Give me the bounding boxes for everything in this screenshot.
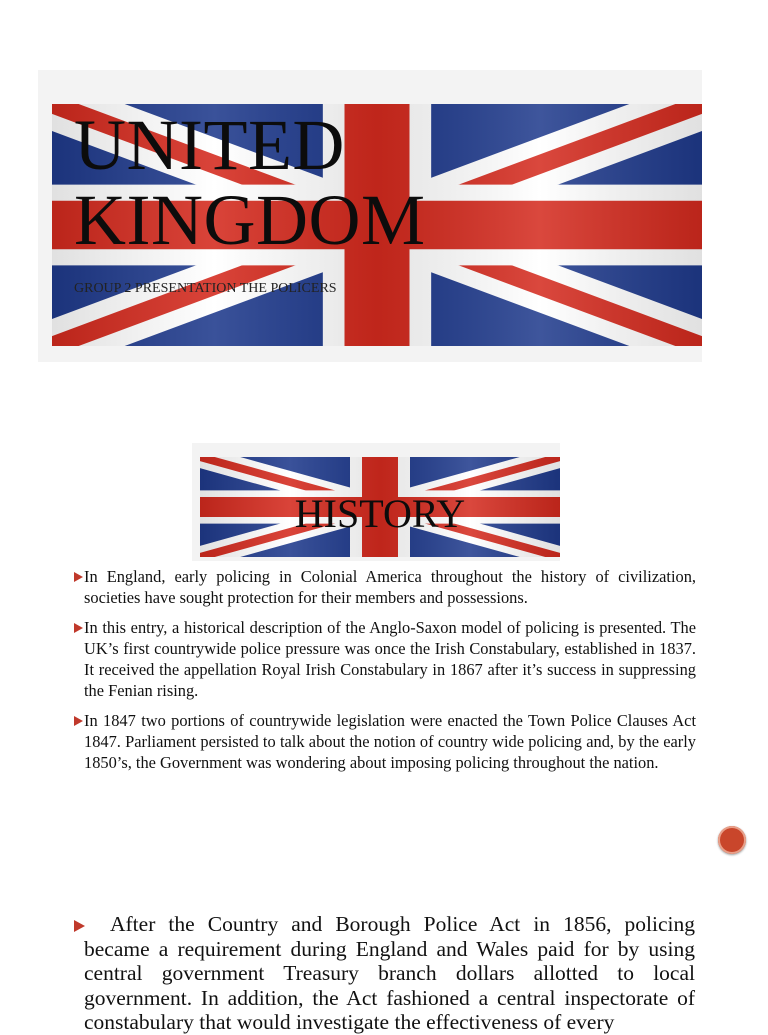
decorative-circle-icon	[718, 826, 746, 854]
bullet-text: In this entry, a historical description of the Anglo-Saxon model of policing is presented. The UK’s first countrywide police pressure was once the Irish Constabulary, established in 1837. It received the appellation Royal Irish Constabulary in 1867 after it’s success in suppressing the Fenian rising.	[84, 618, 696, 700]
slide3-paragraph	[84, 912, 695, 1035]
history-bullet-list	[74, 566, 696, 782]
title-line-2: KINGDOM	[74, 180, 426, 260]
slide-subtitle: GROUP 2 PRESENTATION THE POLICERS	[74, 281, 337, 296]
arrow-bullet-icon	[74, 920, 85, 932]
paragraph-text: After the Country and Borough Police Act in 1856, policing became a requirement during England and Wales paid for by using central government Treasury branch dollars allotted to local government. In addition, the Act fashioned a central inspectorate of constabulary that would investigate the effectiveness of every	[84, 912, 695, 1034]
list-item	[74, 566, 696, 608]
bullet-text: In 1847 two portions of countrywide legislation were enacted the Town Police Clauses Act 1847. Parliament persisted to talk about the notion of country wide policing and, by the early 1850’s, the Government was wondering about imposing policing throughout the nation.	[84, 711, 696, 772]
arrow-bullet-icon	[74, 716, 83, 726]
title-line-1: UNITED	[74, 105, 345, 185]
arrow-bullet-icon	[74, 623, 83, 633]
arrow-bullet-icon	[74, 572, 83, 582]
slide-title	[74, 105, 594, 260]
list-item	[74, 617, 696, 701]
history-heading: HISTORY	[294, 491, 466, 536]
bullet-text: In England, early policing in Colonial America throughout the history of civilization, societies have sought protection for their members and possessions.	[84, 567, 696, 607]
list-item	[74, 710, 696, 773]
